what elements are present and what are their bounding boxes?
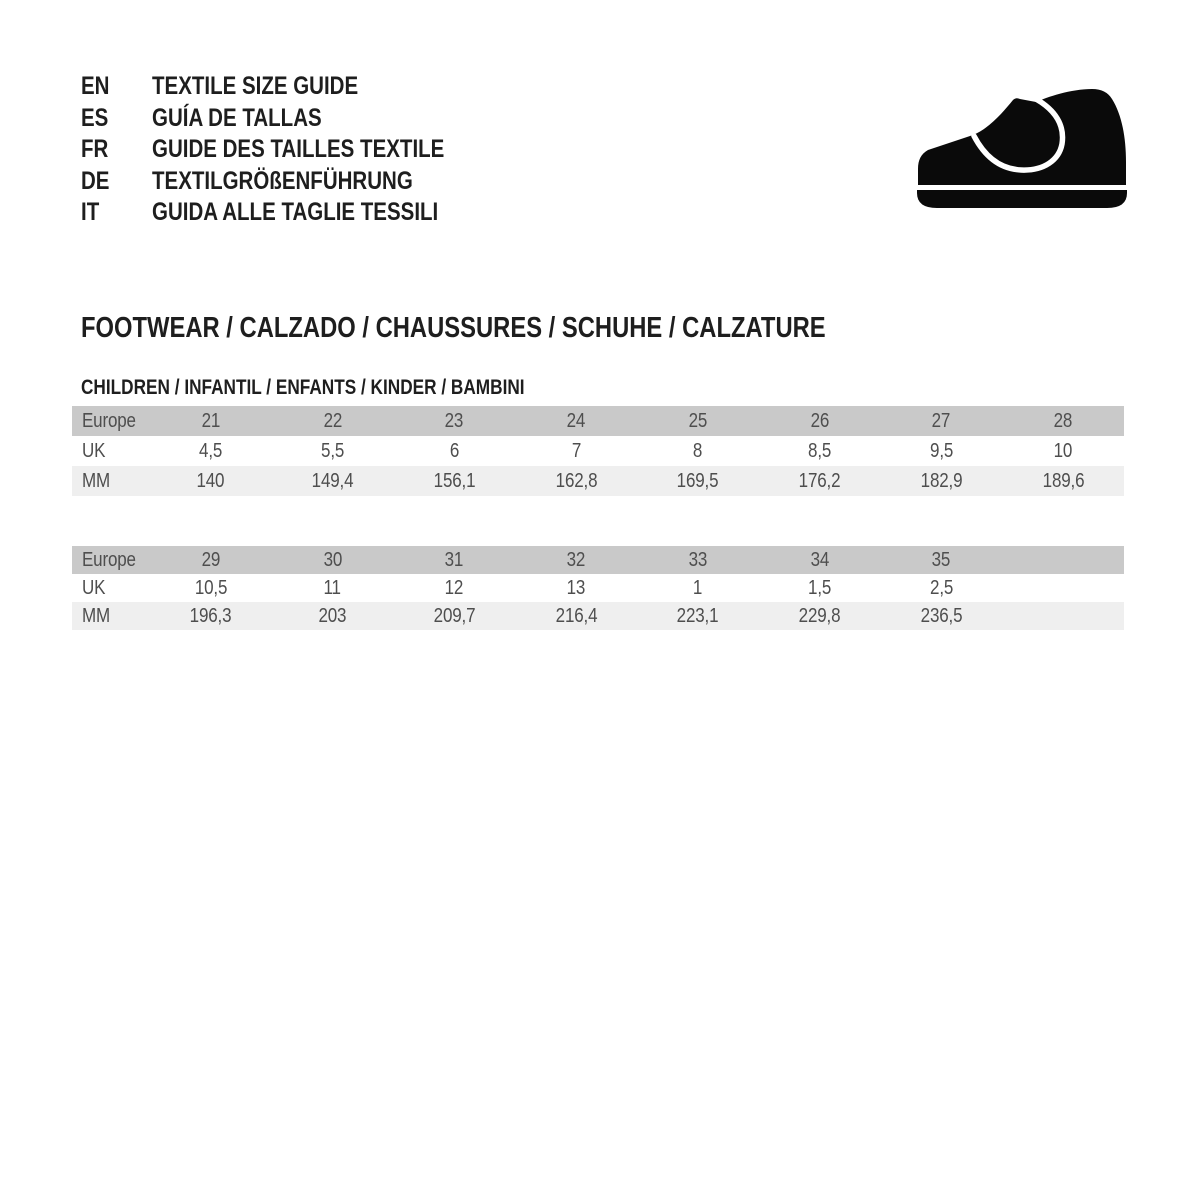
size-value: 1 xyxy=(693,576,703,599)
size-row-mm xyxy=(72,466,1124,496)
size-cell xyxy=(150,436,272,466)
size-cell xyxy=(637,436,759,466)
size-cell xyxy=(394,466,516,496)
size-value: 236,5 xyxy=(920,604,963,627)
children-shoe-icon xyxy=(895,84,1135,232)
section-subtitle-text: CHILDREN / INFANTIL / ENFANTS / KINDER / BAMBINI xyxy=(81,376,525,399)
size-value: 35 xyxy=(932,548,951,571)
size-value: 10,5 xyxy=(194,576,228,599)
size-cell xyxy=(881,466,1003,496)
size-value: 4,5 xyxy=(199,439,223,462)
size-row-uk xyxy=(72,436,1124,466)
section-subtitle xyxy=(81,377,622,398)
size-cell xyxy=(515,436,637,466)
size-value: 216,4 xyxy=(555,604,597,627)
size-cell xyxy=(881,602,1003,630)
size-value: 31 xyxy=(445,548,464,571)
language-item xyxy=(81,103,509,135)
size-value: 25 xyxy=(688,409,708,432)
language-item xyxy=(81,71,509,103)
size-cell xyxy=(1002,436,1124,466)
row-label: UK xyxy=(82,576,106,599)
size-cell xyxy=(394,602,516,630)
size-value: 7 xyxy=(571,439,581,462)
size-cell xyxy=(1002,466,1124,496)
language-code: FR xyxy=(81,135,109,163)
size-value: 10 xyxy=(1053,439,1073,462)
section-title-text: FOOTWEAR / CALZADO / CHAUSSURES / SCHUHE / CALZATURE xyxy=(81,312,826,344)
size-value: 23 xyxy=(445,409,464,432)
size-value: 32 xyxy=(566,548,586,571)
size-cell xyxy=(272,406,394,436)
size-value: 5,5 xyxy=(321,439,345,462)
language-code: ES xyxy=(81,103,109,132)
size-cell xyxy=(1002,602,1124,630)
size-value: 176,2 xyxy=(798,469,841,492)
size-cell xyxy=(272,546,394,574)
size-value: 28 xyxy=(1053,409,1073,432)
size-cell xyxy=(637,574,759,602)
size-cell xyxy=(881,574,1003,602)
size-cell xyxy=(759,436,881,466)
row-label: MM xyxy=(82,469,110,492)
size-cell xyxy=(1002,574,1124,602)
language-list xyxy=(81,71,509,229)
size-value: 29 xyxy=(201,548,221,571)
language-label: GUIDA ALLE TAGLIE TESSILI xyxy=(152,198,439,226)
size-cell xyxy=(759,546,881,574)
language-code: EN xyxy=(81,72,110,100)
language-item xyxy=(81,134,509,166)
size-cell xyxy=(394,436,516,466)
size-cell xyxy=(759,574,881,602)
size-value: 27 xyxy=(932,409,951,432)
size-value: 24 xyxy=(566,409,586,432)
size-cell xyxy=(515,546,637,574)
size-value: 140 xyxy=(196,469,225,492)
size-value: 34 xyxy=(810,548,829,571)
size-cell xyxy=(150,406,272,436)
size-value: 26 xyxy=(810,409,829,432)
size-value: 162,8 xyxy=(555,469,597,492)
size-cell xyxy=(394,574,516,602)
size-cell xyxy=(515,466,637,496)
size-cell xyxy=(272,436,394,466)
size-row-europe xyxy=(72,546,1124,574)
size-cell xyxy=(881,436,1003,466)
size-value: 22 xyxy=(323,409,342,432)
row-label: UK xyxy=(82,439,106,462)
size-row-uk xyxy=(72,574,1124,602)
size-value: 11 xyxy=(323,576,342,599)
size-cell xyxy=(637,406,759,436)
size-cell xyxy=(150,574,272,602)
language-item xyxy=(81,197,509,229)
size-value: 1,5 xyxy=(808,576,832,599)
size-row-mm xyxy=(72,602,1124,630)
language-code: IT xyxy=(81,198,100,226)
size-cell xyxy=(394,406,516,436)
size-value: 182,9 xyxy=(920,469,963,492)
language-label: GUIDE DES TAILLES TEXTILE xyxy=(152,135,445,163)
size-cell xyxy=(515,602,637,630)
size-value: 223,1 xyxy=(677,604,719,627)
language-label: TEXTILE SIZE GUIDE xyxy=(152,72,359,100)
size-cell xyxy=(150,466,272,496)
size-value: 196,3 xyxy=(190,604,232,627)
size-value: 8 xyxy=(693,439,703,462)
row-label: Europe xyxy=(82,409,136,432)
size-value: 13 xyxy=(566,576,586,599)
size-value: 12 xyxy=(445,576,464,599)
size-cell xyxy=(881,406,1003,436)
size-cell xyxy=(150,546,272,574)
row-label-cell xyxy=(72,406,150,436)
row-label-cell xyxy=(72,436,150,466)
size-value: 2,5 xyxy=(929,576,953,599)
size-value: 189,6 xyxy=(1042,469,1084,492)
row-label: MM xyxy=(82,604,110,627)
size-value: 156,1 xyxy=(433,469,476,492)
size-value: 169,5 xyxy=(677,469,719,492)
size-value: 8,5 xyxy=(808,439,832,462)
size-cell xyxy=(881,546,1003,574)
size-value: 203 xyxy=(318,604,347,627)
size-cell xyxy=(1002,406,1124,436)
size-cell xyxy=(515,406,637,436)
row-label: Europe xyxy=(82,548,136,571)
language-code: DE xyxy=(81,166,110,195)
size-value: 6 xyxy=(449,439,460,462)
size-cell xyxy=(759,466,881,496)
size-value: 209,7 xyxy=(433,604,476,627)
row-label-cell xyxy=(72,466,150,496)
size-value: 21 xyxy=(201,409,221,432)
size-cell xyxy=(759,602,881,630)
size-cell xyxy=(637,466,759,496)
size-value: 30 xyxy=(323,548,342,571)
language-label: GUÍA DE TALLAS xyxy=(152,103,322,132)
size-value: 229,8 xyxy=(798,604,841,627)
language-label: TEXTILGRÖßENFÜHRUNG xyxy=(152,166,413,195)
section-title xyxy=(81,314,989,343)
row-label-cell xyxy=(72,602,150,630)
language-item xyxy=(81,166,509,198)
row-label-cell xyxy=(72,546,150,574)
row-label-cell xyxy=(72,574,150,602)
size-cell xyxy=(272,574,394,602)
size-row-europe xyxy=(72,406,1124,436)
size-value: 149,4 xyxy=(311,469,354,492)
size-cell xyxy=(637,546,759,574)
size-cell xyxy=(637,602,759,630)
size-cell xyxy=(150,602,272,630)
size-value: 33 xyxy=(688,548,708,571)
size-cell xyxy=(272,466,394,496)
size-cell xyxy=(272,602,394,630)
size-table-1 xyxy=(72,406,1124,496)
size-cell xyxy=(515,574,637,602)
size-table-2 xyxy=(72,546,1124,630)
size-cell xyxy=(394,546,516,574)
size-cell xyxy=(759,406,881,436)
size-value: 9,5 xyxy=(929,439,953,462)
size-cell xyxy=(1002,546,1124,574)
